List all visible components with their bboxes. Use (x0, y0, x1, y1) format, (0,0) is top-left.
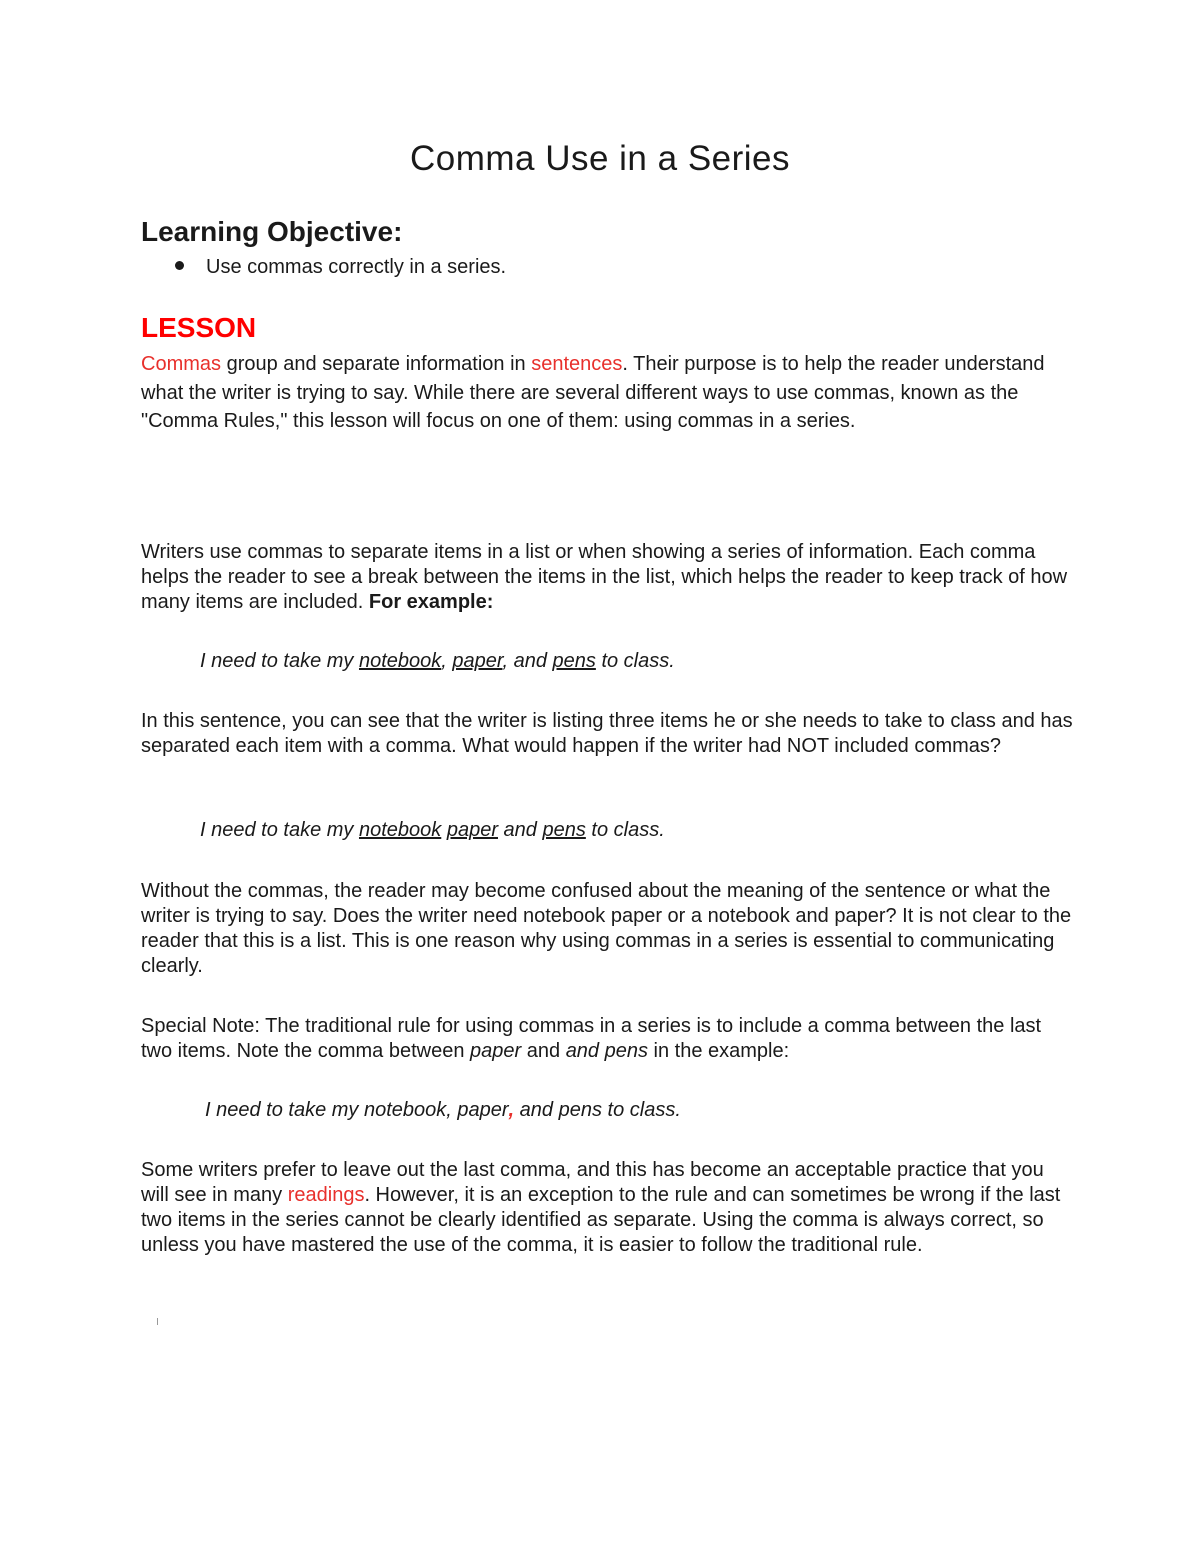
ex1-item-pens: pens (552, 650, 596, 672)
lesson-paragraph-2 (141, 540, 1076, 615)
page-title: Comma Use in a Series (409, 139, 791, 178)
ex1-part-c: , and (502, 650, 553, 672)
p5-text-1: Special Note: The traditional rule for using commas in a series is to include a comma between the last two items. Note the comma between (141, 1015, 1042, 1062)
p5-text-2: and (521, 1040, 566, 1062)
objective-list-item (175, 256, 506, 279)
p6-text-1: Some writers prefer to leave out the last comma, and this has become an acceptable practice that you will see in many (141, 1159, 1044, 1206)
p1-text-1: group and separate information in (221, 353, 532, 375)
sentences-link[interactable]: sentences (531, 353, 623, 375)
example-sentence-serial-comma (205, 1099, 681, 1122)
ex2-part-d: to class. (585, 819, 665, 841)
p5-italic-paper: paper (470, 1040, 522, 1062)
objective-item-text: Use commas correctly in a series. (206, 256, 507, 278)
ex2-item-pens: pens (542, 819, 586, 841)
stray-mark (157, 1318, 158, 1325)
ex2-item-notebook: notebook (358, 819, 442, 841)
ex1-part-a: I need to take my (200, 650, 359, 672)
ex1-item-notebook: notebook (358, 650, 442, 672)
p2-text: Writers use commas to separate items in a list or when showing a series of information. Each comma helps the reader to see a break between the items in the list, which helps the reader to keep track of how many items are included. (141, 541, 1068, 613)
learning-objective-heading: Learning Objective: (141, 216, 403, 247)
p5-italic-and-pens: and pens (565, 1040, 648, 1062)
ex1-part-b: , (441, 650, 453, 672)
p6-text-2: . However, it is an exception to the rule and can sometimes be wrong if the last two items in the series cannot be clearly identified as separate. Using the comma is always correct, so unless you have mastered the use of the comma, it is easier to follow the traditional rule. (141, 1184, 1061, 1256)
ex1-part-d: to class. (595, 650, 675, 672)
lesson-paragraph-1 (141, 350, 1076, 436)
bullet-icon (175, 261, 184, 270)
lesson-paragraph-6 (141, 1158, 1076, 1258)
p1-text-2: . Their purpose is to help the reader understand what the writer is trying to say. While there are several different ways to use commas, known as the "Comma Rules," this lesson will focus on one of them: using commas in a series. (141, 353, 1045, 432)
lesson-paragraph-4: Without the commas, the reader may become confused about the meaning of the sentence or what the writer is trying to say. Does the writer need notebook paper or a notebook and paper? It is not clear to the reader that this is a list. This is one reason why using commas in a series is essential to communicating clearly. (141, 880, 1072, 977)
ex2-item-paper: paper (446, 819, 498, 841)
ex3-part-b: and pens to class. (514, 1099, 681, 1121)
ex2-part-c: and (498, 819, 543, 841)
ex3-highlighted-comma: , (508, 1099, 515, 1121)
special-note-paragraph (141, 1014, 1076, 1064)
example-sentence-without-commas (200, 819, 665, 842)
example-sentence-with-commas (200, 650, 675, 673)
commas-link[interactable]: Commas (141, 353, 222, 375)
readings-link[interactable]: readings (287, 1184, 365, 1206)
lesson-paragraph-3: In this sentence, you can see that the writer is listing three items he or she needs to take to class and has separated each item with a comma. What would happen if the writer had NOT included commas? (141, 710, 1073, 757)
ex2-part-a: I need to take my (200, 819, 359, 841)
lesson-heading: LESSON (141, 312, 257, 343)
for-example-label: For example: (368, 591, 494, 613)
ex1-item-paper: paper (452, 650, 503, 672)
p5-text-3: in the example: (647, 1040, 790, 1062)
ex3-part-a: I need to take my notebook, paper (205, 1099, 509, 1121)
